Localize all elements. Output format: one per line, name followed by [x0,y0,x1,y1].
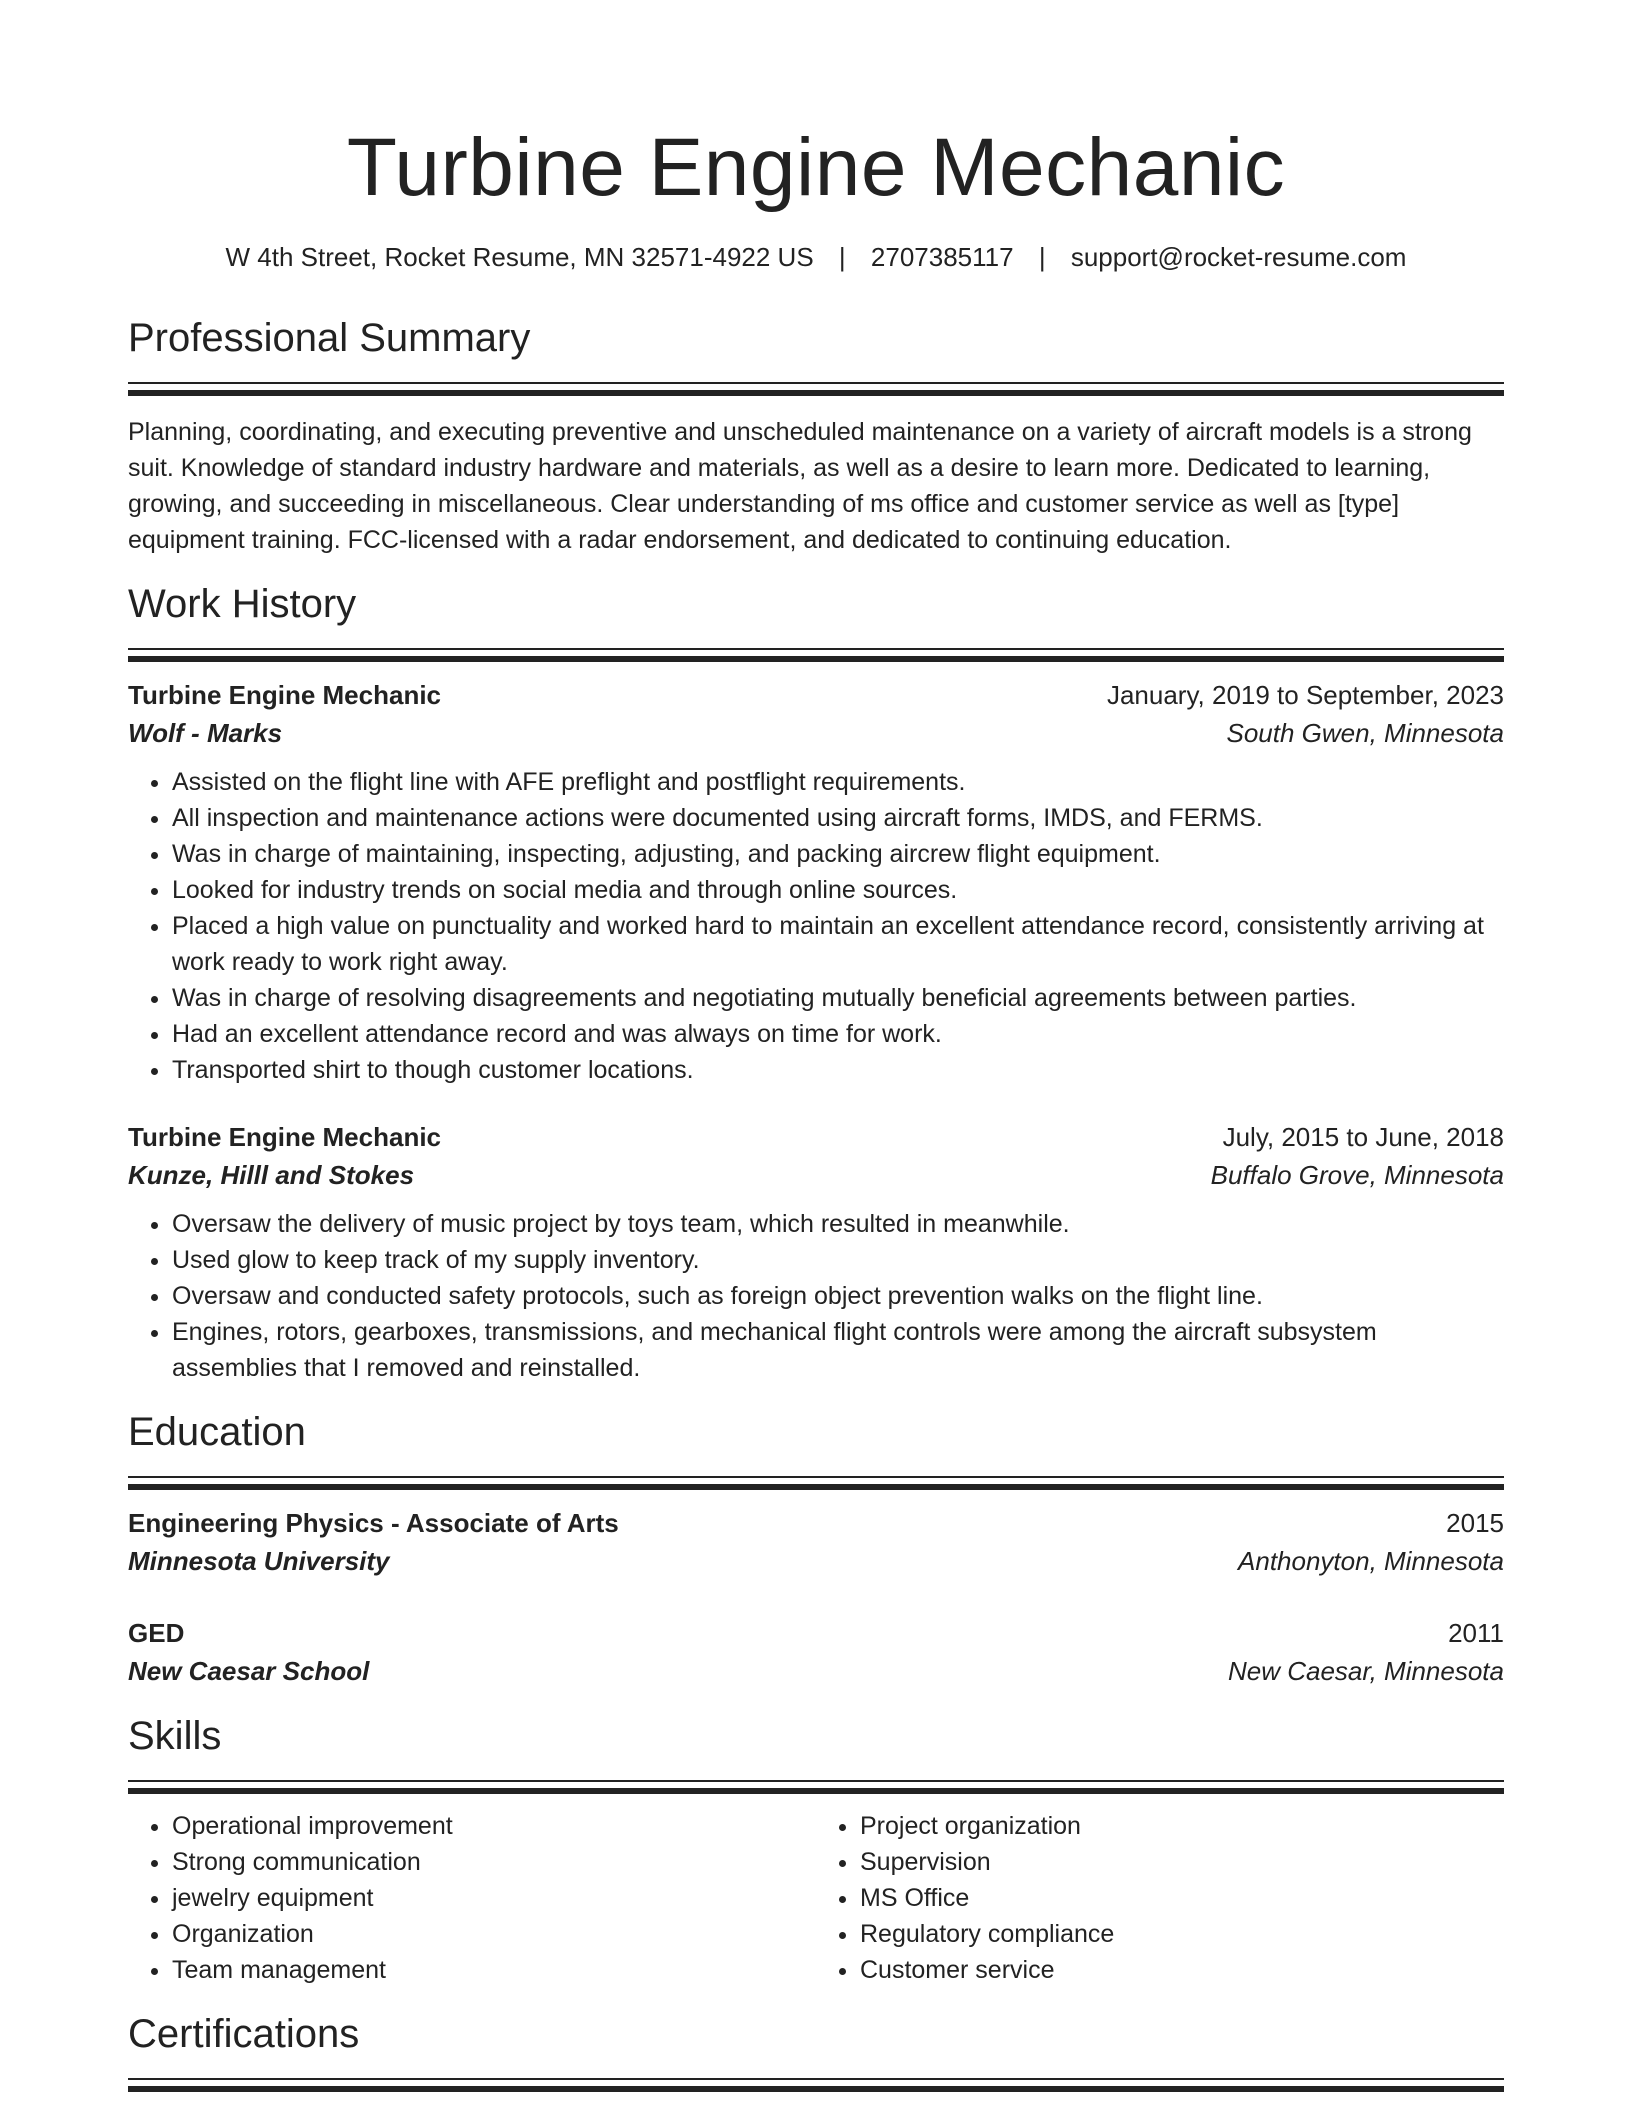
skill-item: • MS Office [860,1880,1504,1916]
education-subheader [128,1542,1504,1580]
contact-address: W 4th Street, Rocket Resume, MN 32571-4922 US [225,242,814,272]
skill-item: • Supervision [860,1844,1504,1880]
skills-heading: Skills [128,1714,222,1758]
education-entry [128,1504,1504,1580]
skill-item: • Project organization [860,1808,1504,1844]
education-degree: GED [128,1618,185,1648]
job-company: Wolf - Marks [128,718,283,748]
summary-section [128,314,1504,558]
education-year: 2011 [1448,1618,1504,1648]
skill-item: • Regulatory compliance [860,1916,1504,1952]
certifications-section [128,2010,1504,2092]
skill-item: • Team management [172,1952,816,1988]
skill-item: • Organization [172,1916,816,1952]
skills-columns [128,1808,1504,1988]
job-bullet: • Engines, rotors, gearboxes, transmissions, and mechanical flight controls were among the aircraft subsystem assemblies that I removed and reinstalled. [172,1314,1504,1386]
education-header [128,1504,1504,1542]
job-location: Buffalo Grove, Minnesota [1210,1160,1504,1190]
education-degree: Engineering Physics - Associate of Arts [128,1508,619,1538]
education-year: 2015 [1446,1508,1504,1538]
resume-name: Turbine Engine Mechanic [346,122,1286,213]
job-entry [128,1118,1504,1386]
education-subheader [128,1652,1504,1690]
skills-list-left [128,1808,816,1988]
certifications-heading: Certifications [128,2012,360,2056]
job-bullets [128,1206,1504,1386]
education-section [128,1408,1504,1690]
skill-item: • jewelry equipment [172,1880,816,1916]
job-bullet: • Used glow to keep track of my supply inventory. [172,1242,1504,1278]
job-dates: January, 2019 to September, 2023 [1106,680,1504,710]
skill-item: • Customer service [860,1952,1504,1988]
section-rule [128,1476,1504,1478]
work-section [128,580,1504,1386]
education-school: New Caesar School [128,1656,370,1686]
section-rule-thick [128,1484,1504,1490]
job-header [128,676,1504,714]
education-location: Anthonyton, Minnesota [1238,1546,1504,1576]
education-location: New Caesar, Minnesota [1227,1656,1504,1686]
section-rule-thick [128,1788,1504,1794]
section-rule-thick [128,390,1504,396]
skills-section [128,1712,1504,1988]
job-bullet: • Looked for industry trends on social media and through online sources. [172,872,1504,908]
contact-separator: | [838,242,846,272]
job-location: South Gwen, Minnesota [1226,718,1504,748]
section-rule [128,2078,1504,2080]
job-title: Turbine Engine Mechanic [128,680,442,710]
section-rule [128,1780,1504,1782]
section-rule [128,382,1504,384]
job-entry [128,676,1504,1088]
summary-heading: Professional Summary [128,316,531,360]
summary-text: Planning, coordinating, and executing preventive and unscheduled maintenance on a variety of aircraft models is a strong suit. Knowledge of standard industry hardware and materials, as well as a desire to learn more. Dedicated to learning, growing, and succeeding in miscellaneous. Clear understanding of ms office and customer service as well as [type] equipment training. FCC-licensed with a radar endorsement, and dedicated to continuing education. [128,418,1472,554]
job-bullet: • Had an excellent attendance record and was always on time for work. [172,1016,1504,1052]
section-rule [128,648,1504,650]
skill-item: • Strong communication [172,1844,816,1880]
job-subheader [128,1156,1504,1194]
skill-item: • Operational improvement [172,1808,816,1844]
work-heading: Work History [128,582,357,626]
job-bullet: • Placed a high value on punctuality and worked hard to maintain an excellent attendance record, consistently arriving at work ready to work right away. [172,908,1504,980]
education-school: Minnesota University [128,1546,390,1576]
education-entry [128,1614,1504,1690]
contact-phone: 2707385117 [870,242,1014,272]
job-subheader [128,714,1504,752]
job-title: Turbine Engine Mechanic [128,1122,442,1152]
job-bullet: • Was in charge of maintaining, inspecting, adjusting, and packing aircrew flight equipment. [172,836,1504,872]
contact-separator: | [1038,242,1046,272]
education-heading: Education [128,1410,306,1454]
job-dates: July, 2015 to June, 2018 [1222,1122,1504,1152]
job-bullet: • Was in charge of resolving disagreements and negotiating mutually beneficial agreements between parties. [172,980,1504,1016]
skills-list-right [816,1808,1504,1988]
contact-email: support@rocket-resume.com [1070,242,1407,272]
job-bullet: • Assisted on the flight line with AFE preflight and postflight requirements. [172,764,1504,800]
job-bullet: • Oversaw the delivery of music project by toys team, which resulted in meanwhile. [172,1206,1504,1242]
section-rule-thick [128,656,1504,662]
job-company: Kunze, Hilll and Stokes [128,1160,415,1190]
contact-line [128,240,1504,274]
job-header [128,1118,1504,1156]
job-bullet: • Transported shirt to though customer locations. [172,1052,1504,1088]
job-bullets [128,764,1504,1088]
section-rule-thick [128,2086,1504,2092]
job-bullet: • Oversaw and conducted safety protocols, such as foreign object prevention walks on the flight line. [172,1278,1504,1314]
job-bullet: • All inspection and maintenance actions were documented using aircraft forms, IMDS, and FERMS. [172,800,1504,836]
education-header [128,1614,1504,1652]
